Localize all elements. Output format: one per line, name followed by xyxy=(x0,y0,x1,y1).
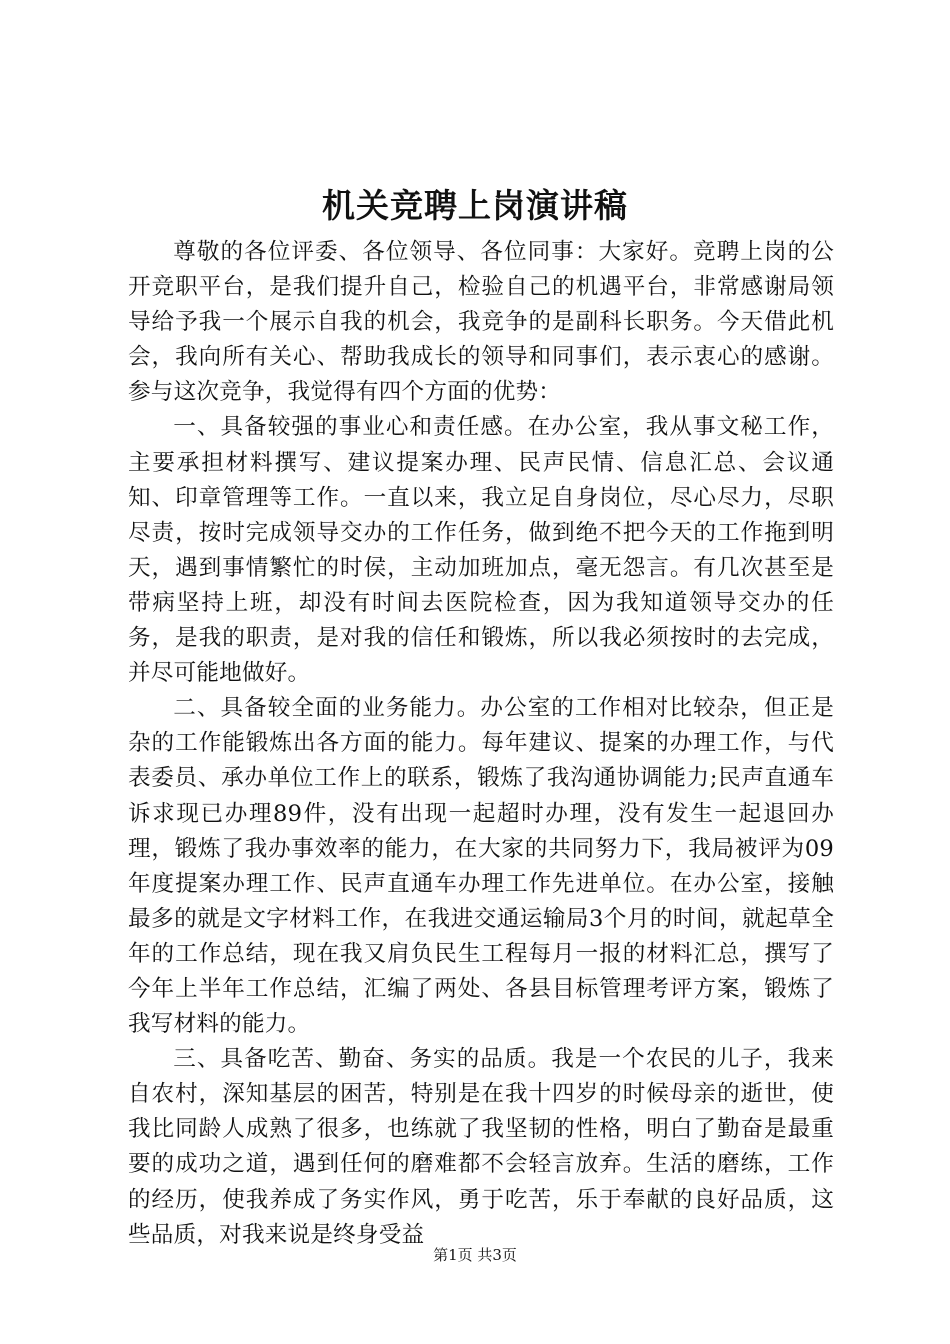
document-title: 机关竞聘上岗演讲稿 xyxy=(322,186,628,225)
page-footer: 第1页 共3页 xyxy=(433,1246,517,1264)
paragraph-greeting: 尊敬的各位评委、各位领导、各位同事：大家好。竞聘上岗的公开竞职平台，是我们提升自己，检验自己的机遇平台，非常感谢局领导给予我一个展示自我的机会，我竞争的是副科长职务。今天借此机会，我向所有关心、帮助我成长的领导和同事们，表示衷心的感谢。参与这次竞争，我觉得有四个方面的优势： xyxy=(128,239,834,406)
document-body xyxy=(128,235,834,1253)
paragraph-point-one: 一、具备较强的事业心和责任感。在办公室，我从事文秘工作，主要承担材料撰写、建议提案办理、民声民情、信息汇总、会议通知、印章管理等工作。一直以来，我立足自身岗位，尽心尽力，尽职尽责，按时完成领导交办的工作任务，做到绝不把今天的工作拖到明天，遇到事情繁忙的时侯，主动加班加点，毫无怨言。有几次甚至是带病坚持上班，却没有时间去医院检查，因为我知道领导交办的任务，是我的职责，是对我的信任和锻炼，所以我必须按时的去完成，并尽可能地做好。 xyxy=(128,414,834,687)
paragraph-point-three: 三、具备吃苦、勤奋、务实的品质。我是一个农民的儿子，我来自农村，深知基层的困苦，特别是在我十四岁的时候母亲的逝世，使我比同龄人成熟了很多，也练就了我坚韧的性格，明白了勤奋是最重要的成功之道，遇到任何的磨难都不会轻言放弃。生活的磨练，工作的经历，使我养成了务实作风，勇于吃苦，乐于奉献的良好品质，这些品质，对我来说是终身受益 xyxy=(128,1046,834,1248)
paragraph-point-two: 二、具备较全面的业务能力。办公室的工作相对比较杂，但正是杂的工作能锻炼出各方面的能力。每年建议、提案的办理工作，与代表委员、承办单位工作上的联系，锻炼了我沟通协调能力;民声直通车诉求现已办理89件，没有出现一起超时办理，没有发生一起退回办理，锻炼了我办事效率的能力，在大家的共同努力下，我局被评为09年度提案办理工作、民声直通车办理工作先进单位。在办公室，接触最多的就是文字材料工作，在我进交通运输局3个月的时间，就起草全年的工作总结，现在我又肩负民生工程每月一报的材料汇总，撰写了今年上半年工作总结，汇编了两处、各县目标管理考评方案，锻炼了我写材料的能力。 xyxy=(128,695,834,1038)
